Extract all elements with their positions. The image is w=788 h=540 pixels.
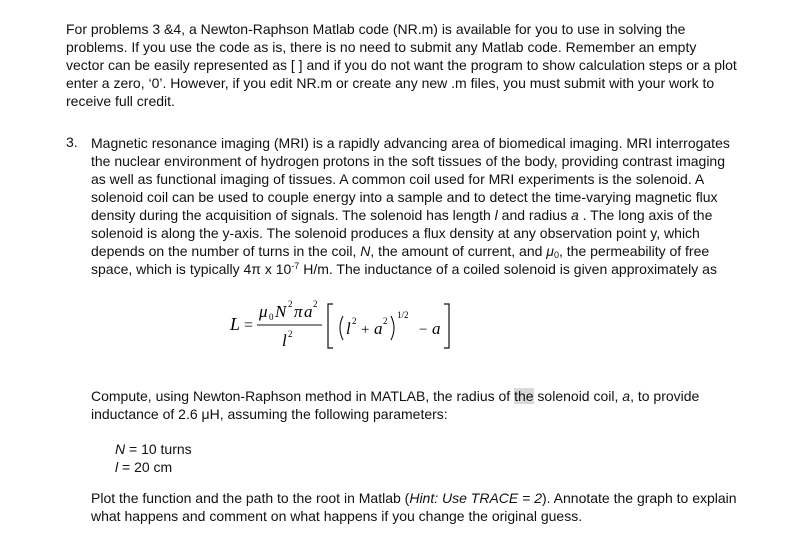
mu-subscript: 0 [553,250,559,260]
exponent: -7 [291,261,300,271]
eq-den-exp: 2 [288,329,293,339]
problem-number: 3. [66,134,78,150]
eq-a: a [304,302,313,321]
var-N: N [360,243,371,259]
compute-text-1: Compute, using Newton-Raphson method in MATLAB, the radius of [91,388,515,404]
param-N-value: = 10 turns [125,441,192,457]
desc-part-1: Magnetic resonance imaging (MRI) is a rapidly advancing area of biomedical imaging. MRI interrogates the nuclear environment of hydrogen protons in the soft tissues of the body, providing contrast imaging as well as functional imaging of tissues. A common coil used for MRI experiments is the solenoid. A solenoid coil can be used to couple energy into a sample and to detect the time-varying magnetic flux density during the acquisition of signals. The solenoid has length [91,135,730,223]
desc-part-5: , the permeability of free space, which is typically 4π x 10 [91,243,710,277]
eq-den: l [282,331,287,350]
param-l-value: = 20 cm [118,459,173,475]
param-length [115,458,192,476]
eq-N-exp: 2 [288,299,293,309]
eq-mu: μ [259,302,268,321]
var-a: a [570,207,579,223]
eq-a-inner: a [374,319,383,338]
parameter-list [115,440,192,476]
compute-instruction [91,387,731,423]
var-l: l [494,207,498,223]
eq-N: N [275,302,287,321]
eq-pi: π [294,302,303,321]
problem-continued [66,0,766,540]
intro-paragraph: For problems 3 &4, a Newton-Raphson Matlab code (NR.m) is available for you to use in solving the problems. If you use the code as is, there is no need to submit any Matlab code. Remember an empty vector can be easily represented as [ ] and if you do not want the program to show calculation steps or a plot enter a zero, ‘0’. However, if you edit NR.m or create any new .m files, you must submit with your work to receive full credit. [66,21,737,109]
mu-symbol: μ [546,243,554,259]
eq-equals: = [244,317,254,334]
eq-l-inner-exp: 2 [352,316,357,326]
plot-text-2: ). Annotate the graph to explain what happens and comment on what happens if you change the original guess. [91,490,737,524]
param-N-label: N [115,441,126,457]
desc-part-6: H/m. The inductance of a coiled solenoid is given approximately as [299,261,717,277]
desc-part-2: and radius [497,207,571,223]
plot-instruction [91,489,741,525]
param-l-label: l [115,459,119,475]
eq-outer-exp: 1/2 [397,310,409,320]
desc-part-4: , the amount of current, and [370,243,547,259]
compute-var-a: a [622,388,631,404]
eq-plus: + [361,322,370,338]
eq-lhs: L [230,314,241,334]
eq-mu-sub: 0 [269,312,274,322]
eq-l-inner: l [346,319,351,338]
highlighted-word: the [514,388,534,404]
param-turns [115,440,192,458]
eq-a-exp: 2 [313,299,318,309]
desc-part-3: . The long axis of the solenoid is along the y-axis. The solenoid produces a flux density at any observation point y, which depends on the number of turns in the coil, [91,207,713,259]
compute-text-2: solenoid coil, [533,388,623,404]
eq-a-tail: a [432,319,441,338]
plot-hint: Hint: Use TRACE = 2 [409,490,542,506]
plot-text-1: Plot the function and the path to the root in Matlab ( [91,490,410,506]
compute-text-3: , to provide inductance of 2.6 μH, assuming the following parameters: [91,388,700,422]
eq-minus: − [419,322,428,338]
eq-a-inner-exp: 2 [383,316,388,326]
